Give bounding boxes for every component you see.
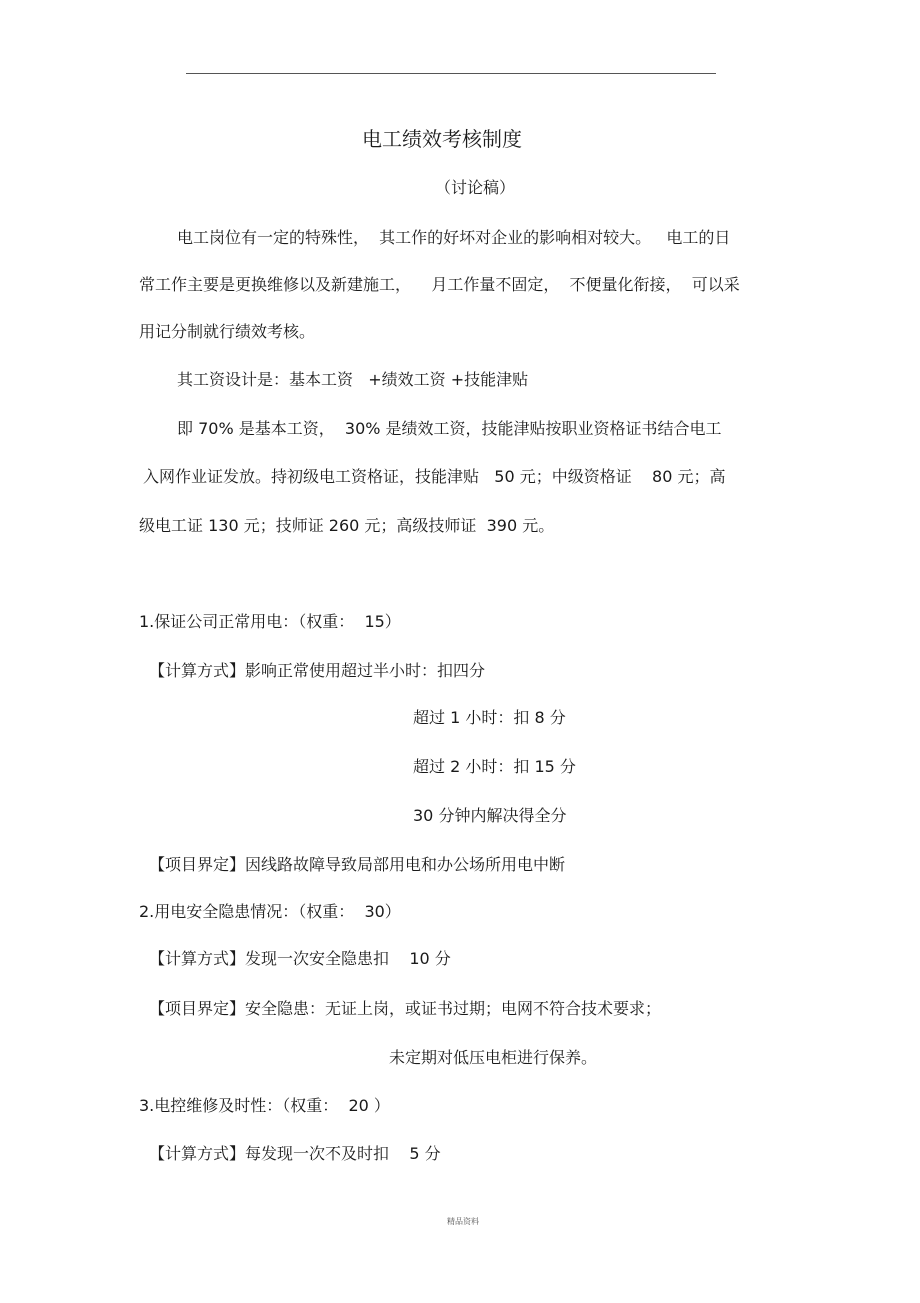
- item-definition-cont: 未定期对低压电柜进行保养。: [389, 1048, 598, 1067]
- calc-detail: 超过 1 小时：扣 8 分: [413, 708, 566, 727]
- intro-line: 用记分制就行绩效考核。: [139, 322, 316, 341]
- intro-line: 入网作业证发放。持初级电工资格证，技能津贴 50 元；中级资格证 80 元；高: [143, 467, 726, 486]
- calc-method: 【计算方式】每发现一次不及时扣 5 分: [149, 1144, 441, 1163]
- item-definition: 【项目界定】因线路故障导致局部用电和办公场所用电中断: [149, 855, 566, 874]
- section-heading: 3.电控维修及时性：（权重： 20 ）: [139, 1096, 390, 1115]
- section-heading: 1.保证公司正常用电：（权重： 15）: [139, 612, 401, 631]
- item-definition: 【项目界定】安全隐患：无证上岗，或证书过期；电网不符合技术要求；: [149, 999, 662, 1018]
- section-heading: 2.用电安全隐患情况：（权重： 30）: [139, 902, 401, 921]
- calc-method: 【计算方式】影响正常使用超过半小时：扣四分: [149, 661, 486, 680]
- page-footer: 精品资料: [447, 1217, 479, 1226]
- calc-detail: 超过 2 小时：扣 15 分: [413, 757, 576, 776]
- calc-detail: 30 分钟内解决得全分: [413, 806, 567, 825]
- intro-line: 级电工证 130 元；技师证 260 元；高级技师证 390 元。: [139, 516, 555, 535]
- calc-method: 【计算方式】发现一次安全隐患扣 10 分: [149, 949, 451, 968]
- intro-line: 其工资设计是：基本工资 +绩效工资 +技能津贴: [177, 370, 529, 389]
- header-rule: [186, 73, 716, 74]
- doc-subtitle: （讨论稿）: [435, 178, 516, 197]
- intro-line: 电工岗位有一定的特殊性， 其工作的好坏对企业的影响相对较大。 电工的日: [177, 228, 731, 247]
- intro-line: 常工作主要是更换维修以及新建施工， 月工作量不固定， 不便量化衔接， 可以采: [139, 275, 740, 294]
- intro-line: 即 70% 是基本工资， 30% 是绩效工资，技能津贴按职业资格证书结合电工: [177, 419, 722, 438]
- doc-title: 电工绩效考核制度: [362, 127, 522, 151]
